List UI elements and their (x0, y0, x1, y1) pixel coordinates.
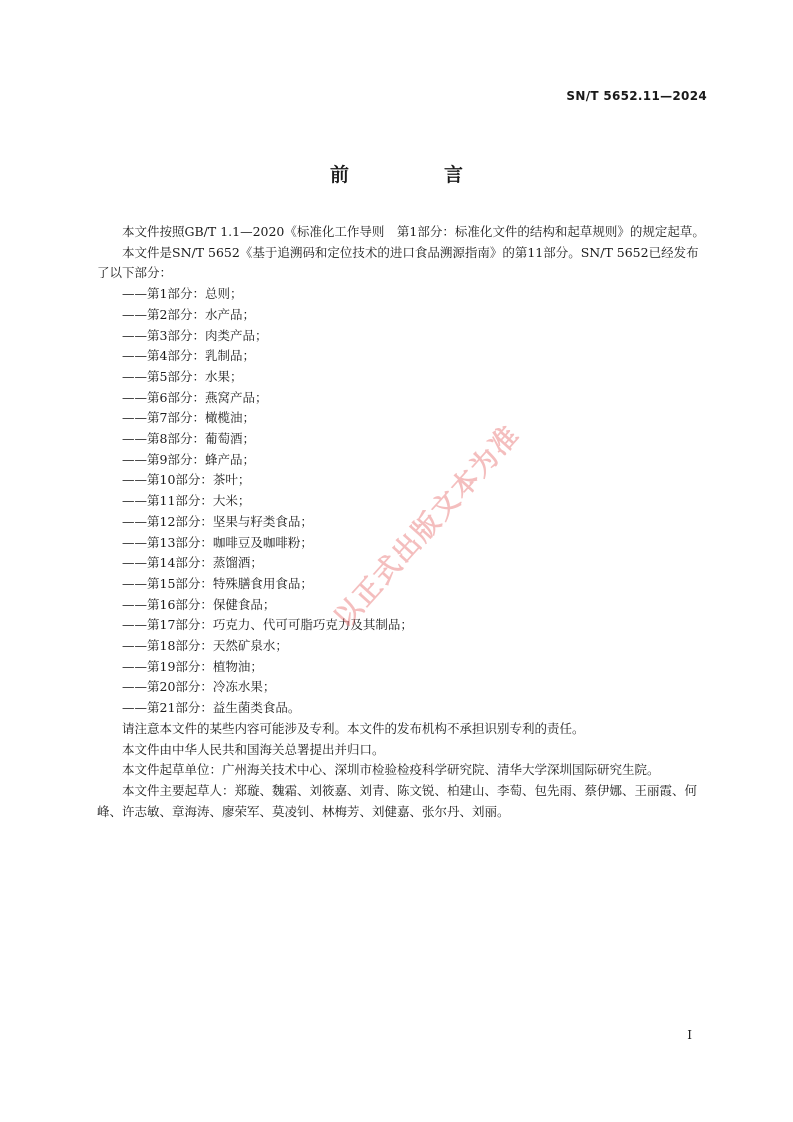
list-item: ——第7部分：橄榄油； (122, 410, 255, 426)
list-item: ——第12部分：坚果与籽类食品； (122, 513, 313, 529)
list-item: ——第8部分：葡萄酒； (122, 431, 255, 447)
watermark-stamp: 以正式出版文本为准 (328, 419, 527, 634)
page-title: 前 言 (329, 164, 501, 186)
list-item: ——第16部分：保健食品； (122, 596, 276, 612)
list-item: ——第10部分：茶叶； (122, 472, 251, 488)
list-item: ——第21部分：益生菌类食品。 (122, 700, 301, 716)
list-item: ——第18部分：天然矿泉水； (122, 638, 288, 654)
list-item: ——第19部分：植物油； (122, 658, 263, 674)
page-number: I (687, 1028, 692, 1042)
list-item: ——第3部分：肉类产品； (122, 327, 268, 343)
list-item: ——第17部分：巧克力、代可可脂巧克力及其制品； (122, 617, 413, 633)
paragraph-series-intro: 本文件是SN/T 5652《基于追溯码和定位技术的进口食品溯源指南》的第11部分。SN/T 5652已经发布了以下部分： (97, 244, 699, 281)
paragraph-drafting-rules: 本文件按照GB/T 1.1—2020《标准化工作导则 第1部分：标准化文件的结构和起草规则》的规定起草。 (122, 224, 705, 239)
document-number: SN/T 5652.11—2024 (566, 89, 707, 103)
list-item: ——第4部分：乳制品； (122, 348, 255, 364)
list-item: ——第11部分：大米； (122, 493, 251, 509)
list-item: ——第1部分：总则； (122, 286, 243, 302)
paragraph-proposer: 本文件由中华人民共和国海关总署提出并归口。 (122, 741, 385, 757)
paragraph-drafting-units: 本文件起草单位：广州海关技术中心、深圳市检验检疫科学研究院、清华大学深圳国际研究生院。 (122, 762, 660, 778)
list-item: ——第13部分：咖啡豆及咖啡粉； (122, 534, 313, 550)
list-item: ——第14部分：蒸馏酒； (122, 555, 263, 571)
paragraph-patent-notice: 请注意本文件的某些内容可能涉及专利。本文件的发布机构不承担识别专利的责任。 (122, 720, 585, 736)
list-item: ——第6部分：燕窝产品； (122, 389, 268, 405)
list-item: ——第9部分：蜂产品； (122, 451, 255, 467)
list-item: ——第20部分：冷冻水果； (122, 679, 276, 695)
list-item: ——第2部分：水产品； (122, 306, 255, 322)
paragraph-drafters: 本文件主要起草人：郑璇、魏霜、刘筱嘉、刘青、陈文锐、柏建山、李萄、包先雨、蔡伊娜、王丽霞、何峰、许志敏、章海涛、廖荣军、莫凌钊、林梅芳、刘健嘉、张尔丹、刘丽。 (97, 782, 698, 819)
document-body (97, 222, 707, 822)
list-item: ——第15部分：特殊膳食用食品； (122, 575, 313, 591)
list-item: ——第5部分：水果； (122, 368, 243, 384)
